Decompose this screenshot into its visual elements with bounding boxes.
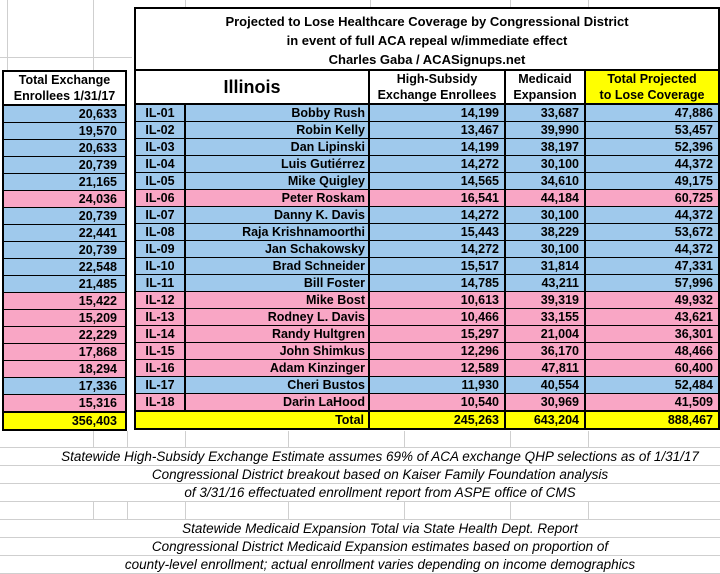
exchange-row [3, 327, 126, 344]
projected-cell: 52,484 [585, 377, 719, 394]
high-subsidy-cell: 10,466 [369, 309, 505, 326]
representative-cell: Jan Schakowsky [185, 241, 369, 258]
gridline [588, 0, 589, 7]
gridline [288, 502, 289, 519]
exchange-row [3, 378, 126, 395]
exchange-total-cell: 21,485 [3, 276, 126, 293]
medicaid-cell: 30,100 [505, 156, 585, 173]
high-subsidy-header-line1: High-Subsidy [396, 72, 478, 86]
exchange-total-cell: 19,570 [3, 123, 126, 140]
projected-cell: 49,932 [585, 292, 719, 309]
district-row [135, 104, 719, 122]
medicaid-cell: 33,155 [505, 309, 585, 326]
high-subsidy-total-cell: 245,263 [369, 411, 505, 429]
district-row [135, 224, 719, 241]
district-row [135, 173, 719, 190]
representative-cell: Mike Quigley [185, 173, 369, 190]
district-row [135, 309, 719, 326]
exchange-total-cell: 20,739 [3, 208, 126, 225]
projected-cell: 44,372 [585, 156, 719, 173]
exchange-row [3, 123, 126, 140]
gridline [0, 57, 132, 58]
high-subsidy-header-line2: Exchange Enrollees [377, 88, 497, 102]
representative-cell: John Shimkus [185, 343, 369, 360]
high-subsidy-cell: 14,199 [369, 139, 505, 156]
district-row [135, 258, 719, 275]
gridline [370, 0, 371, 7]
medicaid-cell: 30,969 [505, 394, 585, 412]
gridline [127, 431, 128, 447]
projected-cell: 52,396 [585, 139, 719, 156]
district-cell: IL-03 [135, 139, 185, 156]
gridline [510, 0, 511, 7]
medicaid-cell: 39,319 [505, 292, 585, 309]
title-line-1: Projected to Lose Healthcare Coverage by Congressional District [225, 13, 629, 29]
medicaid-cell: 38,229 [505, 224, 585, 241]
medicaid-cell: 34,610 [505, 173, 585, 190]
gridline [7, 0, 8, 70]
medicaid-cell: 30,100 [505, 207, 585, 224]
footnote-spacer-row [0, 502, 720, 520]
footnote-line: Congressional District Medicaid Expansion estimates based on proportion of [0, 538, 720, 556]
exchange-total-cell: 17,336 [3, 378, 126, 395]
district-row [135, 343, 719, 360]
medicaid-cell: 21,004 [505, 326, 585, 343]
exchange-row [3, 344, 126, 361]
projected-cell: 47,886 [585, 104, 719, 122]
gridline [93, 0, 94, 70]
footnote-line: county-level enrollment; actual enrollment varies depending on income demographics [0, 556, 720, 574]
district-cell: IL-08 [135, 224, 185, 241]
title-line-3: Charles Gaba / ACASignups.net [328, 51, 526, 67]
projected-cell: 44,372 [585, 207, 719, 224]
projected-cell: 41,509 [585, 394, 719, 412]
exchange-total-cell: 18,294 [3, 361, 126, 378]
exchange-total-cell: 20,739 [3, 242, 126, 259]
exchange-row [3, 293, 126, 310]
footnotes [0, 447, 720, 574]
high-subsidy-cell: 10,613 [369, 292, 505, 309]
table-title [135, 8, 719, 70]
exchange-row [3, 259, 126, 276]
representative-cell: Danny K. Davis [185, 207, 369, 224]
district-cell: IL-15 [135, 343, 185, 360]
projected-cell: 57,996 [585, 275, 719, 292]
high-subsidy-cell: 14,272 [369, 241, 505, 258]
exchange-column-header [3, 71, 126, 105]
district-row [135, 139, 719, 156]
medicaid-header-line2: Expansion [513, 88, 577, 102]
representative-cell: Bill Foster [185, 275, 369, 292]
gridline [588, 502, 589, 519]
exchange-row [3, 208, 126, 225]
medicaid-cell: 39,990 [505, 122, 585, 139]
district-row [135, 122, 719, 139]
representative-cell: Bobby Rush [185, 104, 369, 122]
exchange-total-cell: 20,633 [3, 140, 126, 157]
exchange-row [3, 174, 126, 191]
exchange-total-cell: 22,441 [3, 225, 126, 242]
district-cell: IL-10 [135, 258, 185, 275]
high-subsidy-cell: 15,443 [369, 224, 505, 241]
district-cell: IL-01 [135, 104, 185, 122]
projected-header-line2: to Lose Coverage [599, 88, 705, 102]
district-cell: IL-04 [135, 156, 185, 173]
district-row [135, 275, 719, 292]
high-subsidy-cell: 14,565 [369, 173, 505, 190]
representative-cell: Rodney L. Davis [185, 309, 369, 326]
medicaid-header-line1: Medicaid [518, 72, 572, 86]
high-subsidy-cell: 12,296 [369, 343, 505, 360]
district-row [135, 207, 719, 224]
footnote-line: Statewide High-Subsidy Exchange Estimate assumes 69% of ACA exchange QHP selections as of 1/31/17 [0, 448, 720, 466]
gridline [510, 502, 511, 519]
medicaid-cell: 43,211 [505, 275, 585, 292]
representative-cell: Brad Schneider [185, 258, 369, 275]
district-cell: IL-02 [135, 122, 185, 139]
district-cell: IL-12 [135, 292, 185, 309]
exchange-row [3, 361, 126, 378]
high-subsidy-cell: 11,930 [369, 377, 505, 394]
projected-cell: 53,672 [585, 224, 719, 241]
projected-cell: 49,175 [585, 173, 719, 190]
medicaid-cell: 47,811 [505, 360, 585, 377]
gridline [127, 502, 128, 519]
representative-cell: Raja Krishnamoorthi [185, 224, 369, 241]
projected-cell: 60,725 [585, 190, 719, 207]
projected-cell: 47,331 [585, 258, 719, 275]
gridline [510, 431, 511, 447]
projected-cell: 60,400 [585, 360, 719, 377]
high-subsidy-cell: 13,467 [369, 122, 505, 139]
medicaid-cell: 30,100 [505, 241, 585, 258]
gridline [404, 502, 405, 519]
district-row [135, 360, 719, 377]
gridline [288, 431, 289, 447]
representative-cell: Robin Kelly [185, 122, 369, 139]
exchange-row [3, 140, 126, 157]
representative-cell: Mike Bost [185, 292, 369, 309]
district-row [135, 241, 719, 258]
representative-cell: Darin LaHood [185, 394, 369, 412]
high-subsidy-cell: 15,517 [369, 258, 505, 275]
district-row [135, 394, 719, 412]
high-subsidy-cell: 14,199 [369, 104, 505, 122]
district-cell: IL-17 [135, 377, 185, 394]
projected-total-cell: 888,467 [585, 411, 719, 429]
representative-cell: Peter Roskam [185, 190, 369, 207]
exchange-row [3, 242, 126, 259]
exchange-total-cell: 21,165 [3, 174, 126, 191]
district-row [135, 377, 719, 394]
district-row [135, 326, 719, 343]
representative-cell: Randy Hultgren [185, 326, 369, 343]
gridline [185, 0, 186, 7]
exchange-header-line2: Enrollees 1/31/17 [13, 89, 116, 103]
representative-cell: Dan Lipinski [185, 139, 369, 156]
medicaid-header [505, 70, 585, 104]
district-cell: IL-09 [135, 241, 185, 258]
exchange-enrollees-column [2, 70, 127, 431]
medicaid-cell: 36,170 [505, 343, 585, 360]
high-subsidy-cell: 16,541 [369, 190, 505, 207]
medicaid-cell: 33,687 [505, 104, 585, 122]
gridline [93, 431, 94, 447]
exchange-grand-total-cell: 356,403 [3, 412, 126, 430]
totals-label-cell: Total [135, 411, 369, 429]
exchange-total-cell: 22,229 [3, 327, 126, 344]
exchange-total-row [3, 412, 126, 430]
exchange-total-cell: 22,548 [3, 259, 126, 276]
projected-cell: 48,466 [585, 343, 719, 360]
gridline [185, 502, 186, 519]
gridline [588, 431, 589, 447]
exchange-total-cell: 20,633 [3, 105, 126, 123]
footnote-line: Statewide Medicaid Expansion Total via State Health Dept. Report [0, 520, 720, 538]
gridline [185, 431, 186, 447]
exchange-total-cell: 15,422 [3, 293, 126, 310]
district-cell: IL-14 [135, 326, 185, 343]
representative-cell: Cheri Bustos [185, 377, 369, 394]
exchange-row [3, 157, 126, 174]
district-cell: IL-06 [135, 190, 185, 207]
district-cell: IL-16 [135, 360, 185, 377]
district-row [135, 156, 719, 173]
high-subsidy-header [369, 70, 505, 104]
district-row [135, 190, 719, 207]
representative-cell: Adam Kinzinger [185, 360, 369, 377]
high-subsidy-cell: 12,589 [369, 360, 505, 377]
exchange-total-cell: 17,868 [3, 344, 126, 361]
high-subsidy-cell: 15,297 [369, 326, 505, 343]
district-cell: IL-18 [135, 394, 185, 412]
exchange-row [3, 395, 126, 413]
footnote-line: Congressional District breakout based on Kaiser Family Foundation analysis [0, 466, 720, 484]
exchange-total-cell: 15,209 [3, 310, 126, 327]
column-header-row [135, 70, 719, 104]
district-row [135, 292, 719, 309]
exchange-row [3, 276, 126, 293]
totals-row [135, 411, 719, 429]
exchange-row [3, 191, 126, 208]
projected-header [585, 70, 719, 104]
medicaid-cell: 38,197 [505, 139, 585, 156]
exchange-column-header-row [3, 71, 126, 105]
high-subsidy-cell: 14,785 [369, 275, 505, 292]
projected-cell: 43,621 [585, 309, 719, 326]
exchange-total-cell: 15,316 [3, 395, 126, 413]
exchange-row [3, 105, 126, 123]
projected-cell: 53,457 [585, 122, 719, 139]
exchange-total-cell: 24,036 [3, 191, 126, 208]
exchange-header-line1: Total Exchange [18, 73, 111, 87]
district-cell: IL-13 [135, 309, 185, 326]
district-cell: IL-05 [135, 173, 185, 190]
high-subsidy-cell: 10,540 [369, 394, 505, 412]
high-subsidy-cell: 14,272 [369, 207, 505, 224]
district-cell: IL-07 [135, 207, 185, 224]
exchange-row [3, 310, 126, 327]
medicaid-cell: 44,184 [505, 190, 585, 207]
footnote-line: of 3/31/16 effectuated enrollment report from ASPE office of CMS [0, 484, 720, 502]
high-subsidy-cell: 14,272 [369, 156, 505, 173]
projected-header-line1: Total Projected [607, 72, 697, 86]
representative-cell: Luis Gutiérrez [185, 156, 369, 173]
exchange-row [3, 225, 126, 242]
projected-cell: 36,301 [585, 326, 719, 343]
gridline [93, 502, 94, 519]
medicaid-cell: 31,814 [505, 258, 585, 275]
gridline [404, 431, 405, 447]
state-header: Illinois [135, 70, 369, 104]
district-cell: IL-11 [135, 275, 185, 292]
title-line-2: in event of full ACA repeal w/immediate effect [286, 32, 568, 48]
exchange-total-cell: 20,739 [3, 157, 126, 174]
coverage-table [134, 7, 720, 430]
table-title-row [135, 8, 719, 70]
projected-cell: 44,372 [585, 241, 719, 258]
medicaid-cell: 40,554 [505, 377, 585, 394]
medicaid-total-cell: 643,204 [505, 411, 585, 429]
